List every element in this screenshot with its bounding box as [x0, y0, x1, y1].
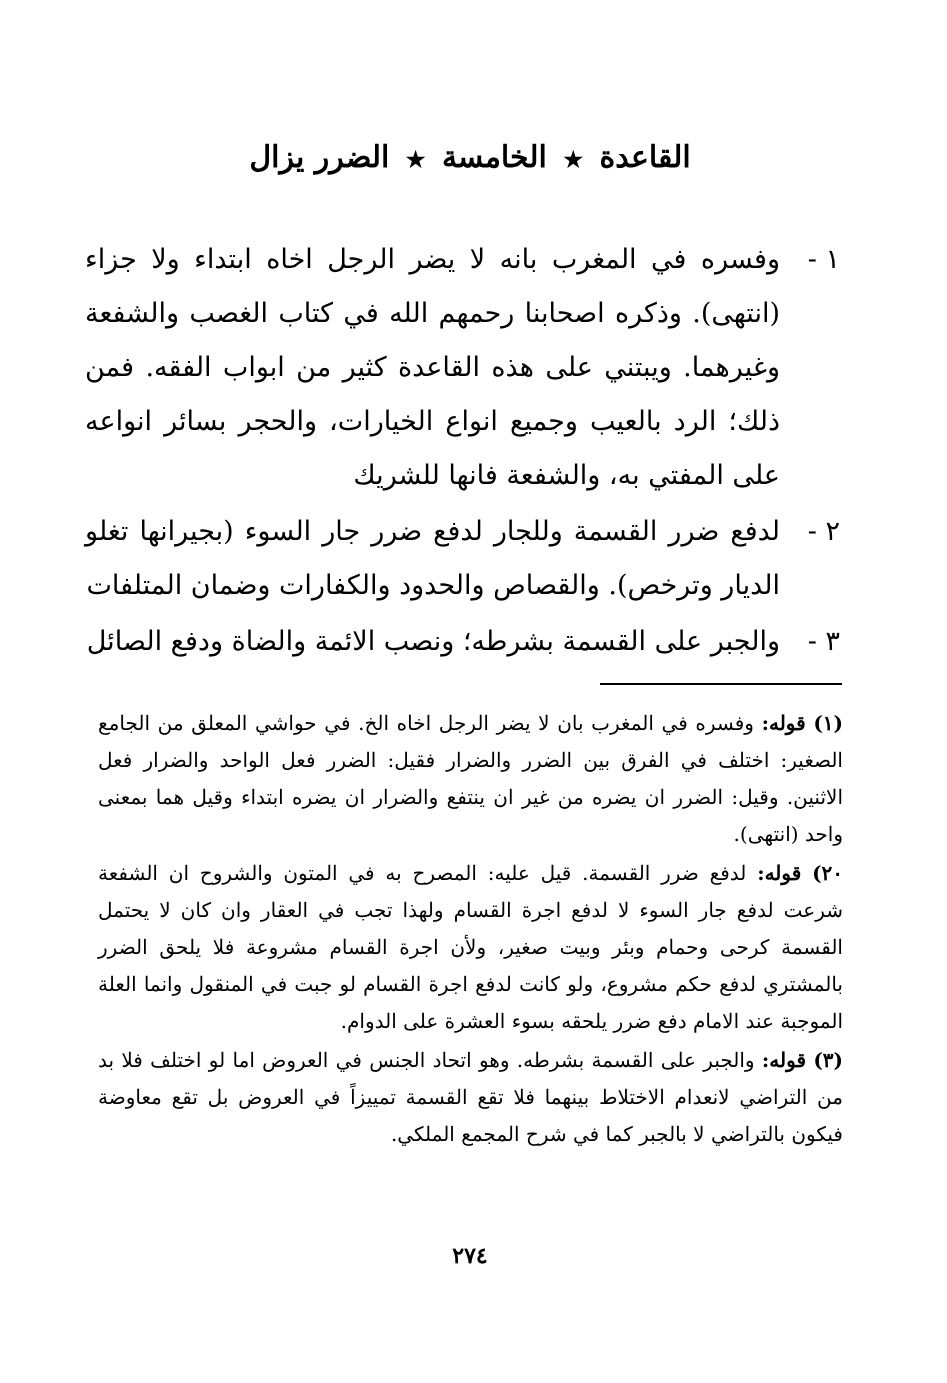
item-text: لدفع ضرر القسمة وللجار لدفع ضرر جار السوء (بجيرانها تغلو الديار وترخص). والقصاص والحدود والكفارات وضمان المتلفات	[85, 516, 780, 601]
item-number: ٢ -	[807, 516, 840, 547]
star-icon: ★	[405, 147, 426, 173]
footnote-text: وفسره في المغرب بان لا يضر الرجل اخاه الخ. في حواشي المعلق من الجامع الصغير: اختلف في الفرق بين الضرر والضرار فقيل: الضرر فعل الواحد والضرار فعل الاثنين. وقيل: الضرر ان يضره من غير ان ينتفع والضرار ان يضره ابتداء وقيل هما بمعنى واحد (انتهى).	[98, 711, 843, 846]
footnote-marker: ٢٠)	[812, 861, 844, 885]
footnote-divider	[600, 683, 842, 685]
star-icon: ★	[563, 147, 584, 173]
footnote	[98, 855, 843, 1040]
footnotes	[98, 705, 843, 1155]
title-part-ordinal: الخامسة	[441, 140, 547, 175]
main-item	[85, 615, 840, 669]
item-text: والجبر على القسمة بشرطه؛ ونصب الائمة والضاة ودفع الصائل	[86, 626, 780, 657]
footnote-marker: (١)	[813, 711, 843, 735]
item-number: ٣ -	[807, 626, 840, 657]
main-text	[85, 233, 840, 671]
main-item	[85, 233, 840, 503]
title-part-rule: القاعدة	[599, 140, 691, 175]
footnote	[98, 705, 843, 853]
item-text: وفسره في المغرب بانه لا يضر الرجل اخاه ابتداء ولا جزاء (انتهى). وذكره اصحابنا رحمهم الله في كتاب الغصب والشفعة وغيرهما. ويبتني على هذه القاعدة كثير من ابواب الفقه. فمن ذلك؛ الرد بالعيب وجميع انواع الخيارات، والحجر بسائر انواعه على المفتي به، والشفعة فانها للشريك	[85, 244, 780, 491]
footnote	[98, 1042, 843, 1153]
main-item	[85, 505, 840, 613]
footnote-text: والجبر على القسمة بشرطه. وهو اتحاد الجنس في العروض اما لو اختلف فلا بد من التراضي لانعدام الاختلاط بينهما فلا تقع القسمة تمييزاً في العروض بل تقع معاوضة فيكون بالتراضي لا بالجبر كما في شرح المجمع الملكي.	[98, 1048, 843, 1146]
footnote-label: قوله:	[757, 861, 802, 885]
title-part-maxim: الضرر يزال	[249, 140, 390, 175]
page-title	[150, 140, 790, 175]
footnote-marker: (٣)	[813, 1048, 843, 1072]
footnote-label: قوله:	[761, 711, 806, 735]
item-number: ١ -	[807, 244, 840, 275]
footnote-text: لدفع ضرر القسمة. قيل عليه: المصرح به في المتون والشروح ان الشفعة شرعت لدفع جار السوء لا لدفع اجرة القسام ولهذا تجب في العقار وان كان لا يحتمل القسمة كرحى وحمام وبئر وبيت صغير، ولأن اجرة القسام مشروعة فلا يلحق الضرر بالمشتري لدفع حكم مشروع، ولو كانت لدفع اجرة القسام لو جبت في المنقول وانما العلة الموجبة عند الامام دفع ضرر يلحقه بسوء العشرة على الدوام.	[98, 861, 843, 1033]
page-number: ٢٧٤	[452, 1243, 488, 1269]
footnote-label: قوله:	[761, 1048, 806, 1072]
